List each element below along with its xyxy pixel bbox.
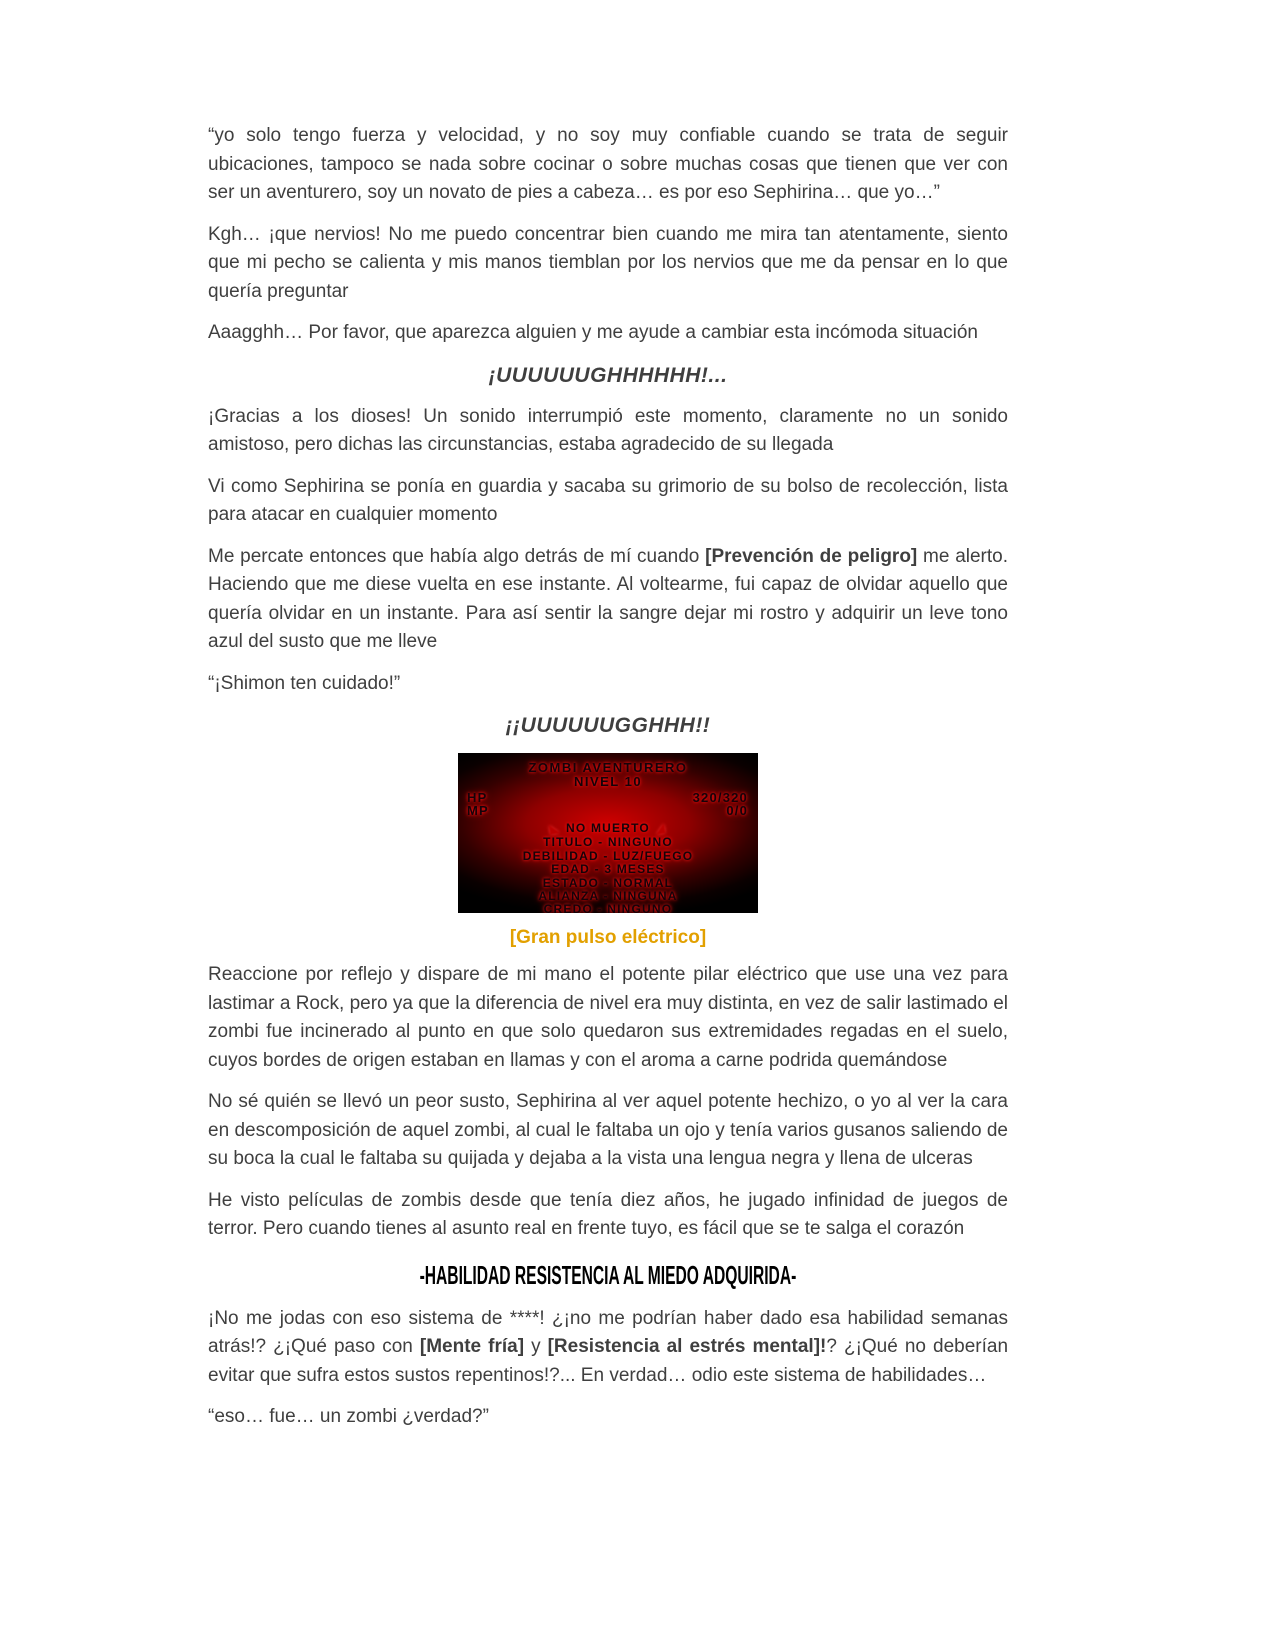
text-run: Vi como Sephirina se ponía en guardia y sacaba su grimorio de su bolso de recolección, lista para atacar en cualquier momento [208,475,1008,525]
mp-value: 0/0 [726,803,748,818]
exclamation-line: ¡¡UUUUUUGGHHH!! [505,714,711,737]
text-run: Kgh… ¡que nervios! No me puedo concentrar bien cuando me mira tan atentamente, siento que mi pecho se calienta y mis manos tiemblan por los nervios que me da pensar en lo que quería preguntar [208,223,1008,302]
bold-skill-text: [Mente fría] [419,1336,525,1357]
text-run: me alerto. Haciendo que me diese vuelta en ese instante. Al voltearme, fui capaz de olvidar aquello que quería olvidar en un instante. Para así sentir la sangre dejar mi rostro y adquirir un leve tono azul del susto que me lleve [208,545,1009,652]
status-attribute-text: NO MUERTO [566,821,650,835]
text-run: ¡Gracias a los dioses! Un sonido interrumpió este momento, claramente no un sonido amistoso, pero dichas las circunstancias, estaba agradecido de su llegada [208,405,1008,455]
paragraph [208,670,1008,699]
paragraph [208,1088,1008,1174]
status-window-image [458,753,758,913]
text-run: “yo solo tengo fuerza y velocidad, y no soy muy confiable cuando se trata de seguir ubicaciones, tampoco se nada sobre cocinar o sobre muchas cosas que tienen que ver con ser un aventurero, soy un novato de pies a cabeza… es por eso Sephirina… que yo…” [208,125,1008,203]
text-run: Me percate entonces que había algo detrás de mí cuando [208,545,706,567]
status-attribute-row: CREDO - NINGUNO [543,902,673,913]
paragraph [208,473,1008,530]
spell-name: [Gran pulso eléctrico] [509,927,707,948]
text-run: No sé quién se llevó un peor susto, Sephirina al ver aquel potente hechizo, o yo al ver la cara en descomposición de aquel zombi, al cual le faltaba un ojo y tenía varios gusanos saliendo de su boca la cual le faltaba su quijada y dejaba a la vista una lengua negra y llena de ulceras [208,1091,1008,1169]
status-attribute-row: ESTADO - NORMAL [542,875,674,890]
status-attribute-row: TITULO - NINGUNO [543,835,673,850]
document-flow [208,122,1008,1445]
flame-mark-right-icon: ◢ [654,822,667,836]
bold-skill-text: [Resistencia al estrés mental]! [547,1336,827,1357]
bold-skill-text: [Prevención de peligro] [705,545,918,567]
text-run: ¡No me jodas con eso sistema de ****! ¿¡no me podrían haber dado esa habilidad semanas atrás!? ¿¡Qué paso con [208,1307,1008,1357]
paragraph [208,122,1008,208]
text-run: He visto películas de zombis desde que tenía diez años, he jugado infinidad de juegos de terror. Pero cuando tienes al asunto real en frente tuyo, es fácil que se te salga el corazón [208,1189,1008,1239]
paragraph [208,403,1008,460]
mp-row [467,804,748,817]
paragraph [208,319,1008,348]
status-attribute-row: DEBILIDAD - LUZ/FUEGO [522,848,694,863]
text-run: ? ¿¡Qué no deberían evitar que sufra estos sustos repentinos!?... En verdad… odio este sistema de habilidades… [208,1336,1009,1386]
status-level: NIVEL 10 [573,774,643,789]
paragraph [208,961,1008,1075]
mp-label: MP [467,803,489,818]
status-attributes [458,822,758,913]
paragraph [208,1305,1008,1391]
text-run: y [524,1336,548,1357]
paragraph [208,1187,1008,1244]
status-name: ZOMBI AVENTURERO [528,760,688,775]
text-run: Reaccione por reflejo y dispare de mi mano el potente pilar eléctrico que use una vez para lastimar a Rock, pero ya que la diferencia de nivel era muy distinta, en vez de salir lastimado el zombi fue incinerado al punto en que solo quedaron sus extremidades regadas en el suelo, cuyos bordes de origen estaban en llamas y con el aroma a carne podrida quemándose [208,964,1008,1071]
hp-value: 320/320 [692,790,748,805]
paragraph [208,221,1008,307]
flame-mark-left-icon: ◣ [549,822,561,836]
status-attribute-row: EDAD - 3 MESES [551,862,665,877]
skill-acquired-heading [208,1260,1008,1291]
paragraph [208,543,1008,657]
hp-row [467,791,748,804]
text-run: Aaagghh… Por favor, que aparezca alguien y me ayude a cambiar esta incómoda situación [208,322,978,343]
status-attribute-row: ALIANZA - NINGUNA [538,889,678,904]
text-run: “¡Shimon ten cuidado!” [208,672,401,694]
exclamation-line: ¡UUUUUUGHHHHHH!... [488,363,728,387]
skill-acquired-heading-text: -HABILIDAD RESISTENCIA AL MIEDO ADQUIRIDA- [419,1259,797,1290]
hp-label: HP [467,790,488,805]
status-stats [458,789,758,817]
paragraph [208,1403,1008,1432]
text-run: “eso… fue… un zombi ¿verdad?” [208,1406,489,1427]
